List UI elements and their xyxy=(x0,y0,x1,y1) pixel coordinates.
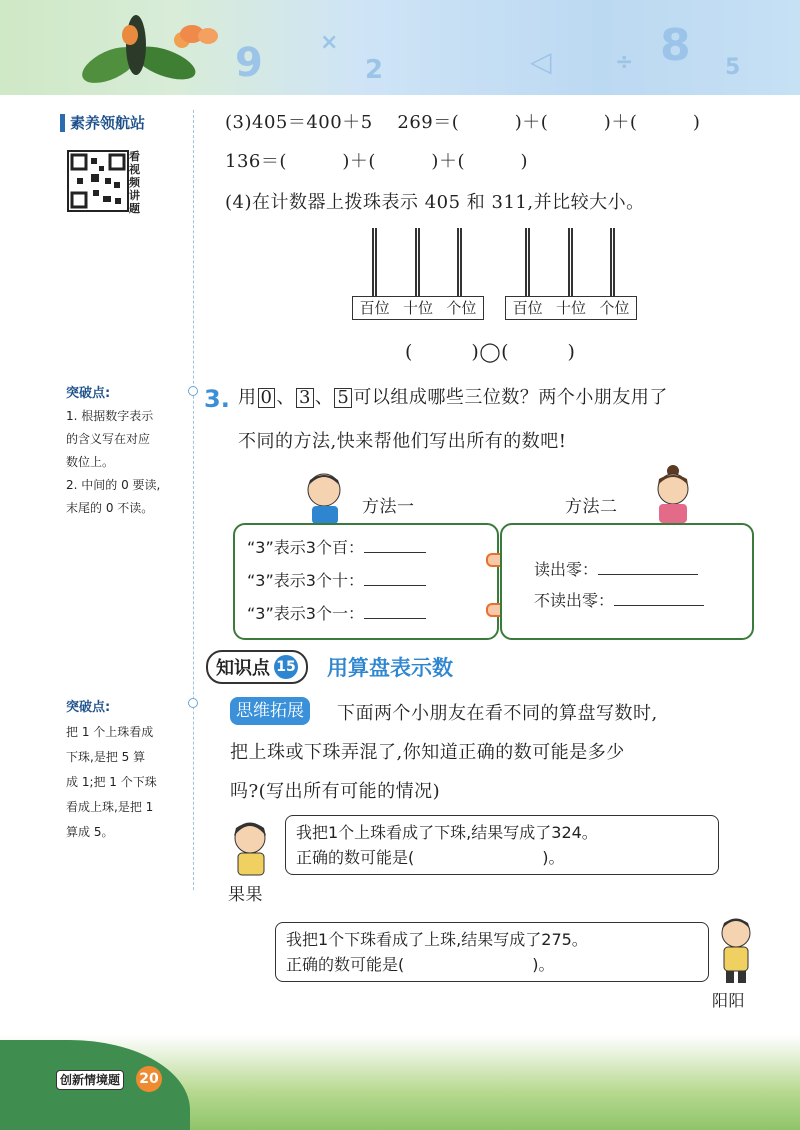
kid-2-name: 阳阳 xyxy=(712,991,746,1010)
sidebar-title-text: 素养领航站 xyxy=(70,114,146,132)
speech-bubble-1 xyxy=(285,815,719,875)
bubble-line: 正确的数可能是( )。 xyxy=(286,955,555,974)
method-1-item xyxy=(247,568,426,591)
question-3-prompt-line-1 xyxy=(238,383,668,409)
abacus-label: 百位 xyxy=(512,299,543,317)
question-4-text: (4)在计数器上拨珠表示 405 和 311,并比较大小。 xyxy=(225,192,645,213)
item-label: 不读出零： xyxy=(534,591,615,610)
question-3-prompt-line-2: 不同的方法,快来帮他们写出所有的数吧! xyxy=(238,431,567,452)
knowledge-title: 用算盘表示数 xyxy=(327,656,453,680)
qr-pattern-icon xyxy=(69,152,127,210)
note-line: 数位上。 xyxy=(66,455,115,469)
abacus-label: 十位 xyxy=(402,299,433,317)
page-number: 20 xyxy=(136,1066,162,1092)
question-number: 3. xyxy=(204,385,230,413)
abacus-base-2 xyxy=(505,296,637,320)
extension-line-1: 下面两个小朋友在看不同的算盘写数时, xyxy=(337,703,658,724)
decor-digit: 8 xyxy=(660,20,691,71)
abacus-rod xyxy=(568,228,570,296)
item-label: “3”表示3个十： xyxy=(247,571,364,590)
question-3-line-1: (3)405＝400＋5 269＝( )＋( )＋( ) xyxy=(225,112,701,133)
item-label: 读出零： xyxy=(534,560,599,579)
extension-tag: 思维拓展 xyxy=(230,697,310,725)
bubble-line: 我把1个上珠看成了下珠,结果写成了324。 xyxy=(296,823,598,842)
note-line: 看成上珠,是把 1 xyxy=(66,800,154,814)
knowledge-point-badge xyxy=(206,650,308,684)
abacus-rod xyxy=(415,228,417,296)
note-line: 的含义写在对应 xyxy=(66,432,151,446)
answer-blank[interactable] xyxy=(364,618,426,619)
abacus-base-1 xyxy=(352,296,484,320)
knowledge-number: 15 xyxy=(274,655,298,679)
prompt-rest: 可以组成哪些三位数？两个小朋友用了 xyxy=(353,387,668,408)
separator: 、 xyxy=(314,387,334,408)
separator: 、 xyxy=(276,387,295,408)
abacus-rod xyxy=(610,228,612,296)
method-1-box xyxy=(233,523,499,640)
item-label: “3”表示3个百： xyxy=(247,538,364,557)
abacus-rod xyxy=(372,228,374,296)
divider-dot xyxy=(188,698,198,708)
qr-code[interactable] xyxy=(67,150,129,212)
digit-card: 0 xyxy=(258,388,276,408)
sidebar-divider xyxy=(193,110,194,890)
prompt-prefix: 用 xyxy=(238,387,257,408)
qr-label: 看视频讲题 xyxy=(129,150,140,215)
digit-card: 5 xyxy=(334,388,352,408)
title-bar-icon xyxy=(60,114,65,132)
guoguo-illustration xyxy=(228,818,276,876)
method-2-label: 方法二 xyxy=(565,497,618,517)
header-banner xyxy=(0,0,800,95)
decor-digit: 9 xyxy=(235,40,263,86)
answer-blank[interactable] xyxy=(598,574,698,575)
digit-card: 3 xyxy=(296,388,314,408)
decor-times: × xyxy=(320,30,339,55)
note-line: 末尾的 0 不读。 xyxy=(66,501,154,515)
divider-dot xyxy=(188,386,198,396)
note-line: 1. 根据数字表示 xyxy=(66,409,154,423)
abacus-label: 个位 xyxy=(446,299,477,317)
girl-illustration xyxy=(643,463,699,523)
note-heading: 突破点: xyxy=(66,700,111,715)
answer-blank[interactable] xyxy=(614,605,704,606)
note-line: 成 1;把 1 个下珠 xyxy=(66,775,157,789)
abacus-rod xyxy=(457,228,459,296)
footer-label: 创新情境题 xyxy=(56,1070,124,1090)
note-heading: 突破点: xyxy=(66,386,111,401)
sidebar-note-2 xyxy=(66,696,188,844)
abacus-label: 十位 xyxy=(555,299,586,317)
method-1-label: 方法一 xyxy=(362,497,415,517)
question-3-line-2: 136＝( )＋( )＋( ) xyxy=(225,151,528,172)
note-line: 下珠,是把 5 算 xyxy=(66,750,146,764)
bubble-line: 正确的数可能是( )。 xyxy=(296,848,565,867)
extension-line-2: 把上珠或下珠弄混了,你知道正确的数可能是多少 xyxy=(230,742,625,763)
sidebar-title xyxy=(60,112,145,133)
method-2-item xyxy=(534,588,704,611)
boy-illustration xyxy=(300,470,352,524)
method-1-item xyxy=(247,535,426,558)
note-line: 2. 中间的 0 要读, xyxy=(66,478,161,492)
method-2-item xyxy=(534,557,698,580)
abacus-label: 个位 xyxy=(599,299,630,317)
abacus-rod xyxy=(525,228,527,296)
method-1-item xyxy=(247,601,426,624)
method-2-box xyxy=(500,523,754,640)
decor-divide: ÷ xyxy=(615,50,634,75)
item-label: “3”表示3个一： xyxy=(247,604,364,623)
decor-digit: 5 xyxy=(725,55,741,80)
answer-blank[interactable] xyxy=(364,585,426,586)
knowledge-label: 知识点 xyxy=(216,658,270,679)
decor-digit: 2 xyxy=(365,55,384,85)
extension-line-3: 吗?(写出所有可能的情况) xyxy=(230,781,441,802)
yangyang-illustration xyxy=(712,915,762,983)
note-line: 算成 5。 xyxy=(66,825,114,839)
sidebar-note-1 xyxy=(66,382,188,520)
abacus-label: 百位 xyxy=(359,299,390,317)
kid-1-name: 果果 xyxy=(228,885,263,905)
butterfly-icon xyxy=(180,22,220,52)
decor-triangle: ◁ xyxy=(530,45,552,78)
note-line: 把 1 个上珠看成 xyxy=(66,725,154,739)
compare-blanks: ( )◯( ) xyxy=(405,341,576,363)
answer-blank[interactable] xyxy=(364,552,426,553)
bubble-line: 我把1个下珠看成了上珠,结果写成了275。 xyxy=(286,930,588,949)
speech-bubble-2 xyxy=(275,922,709,982)
